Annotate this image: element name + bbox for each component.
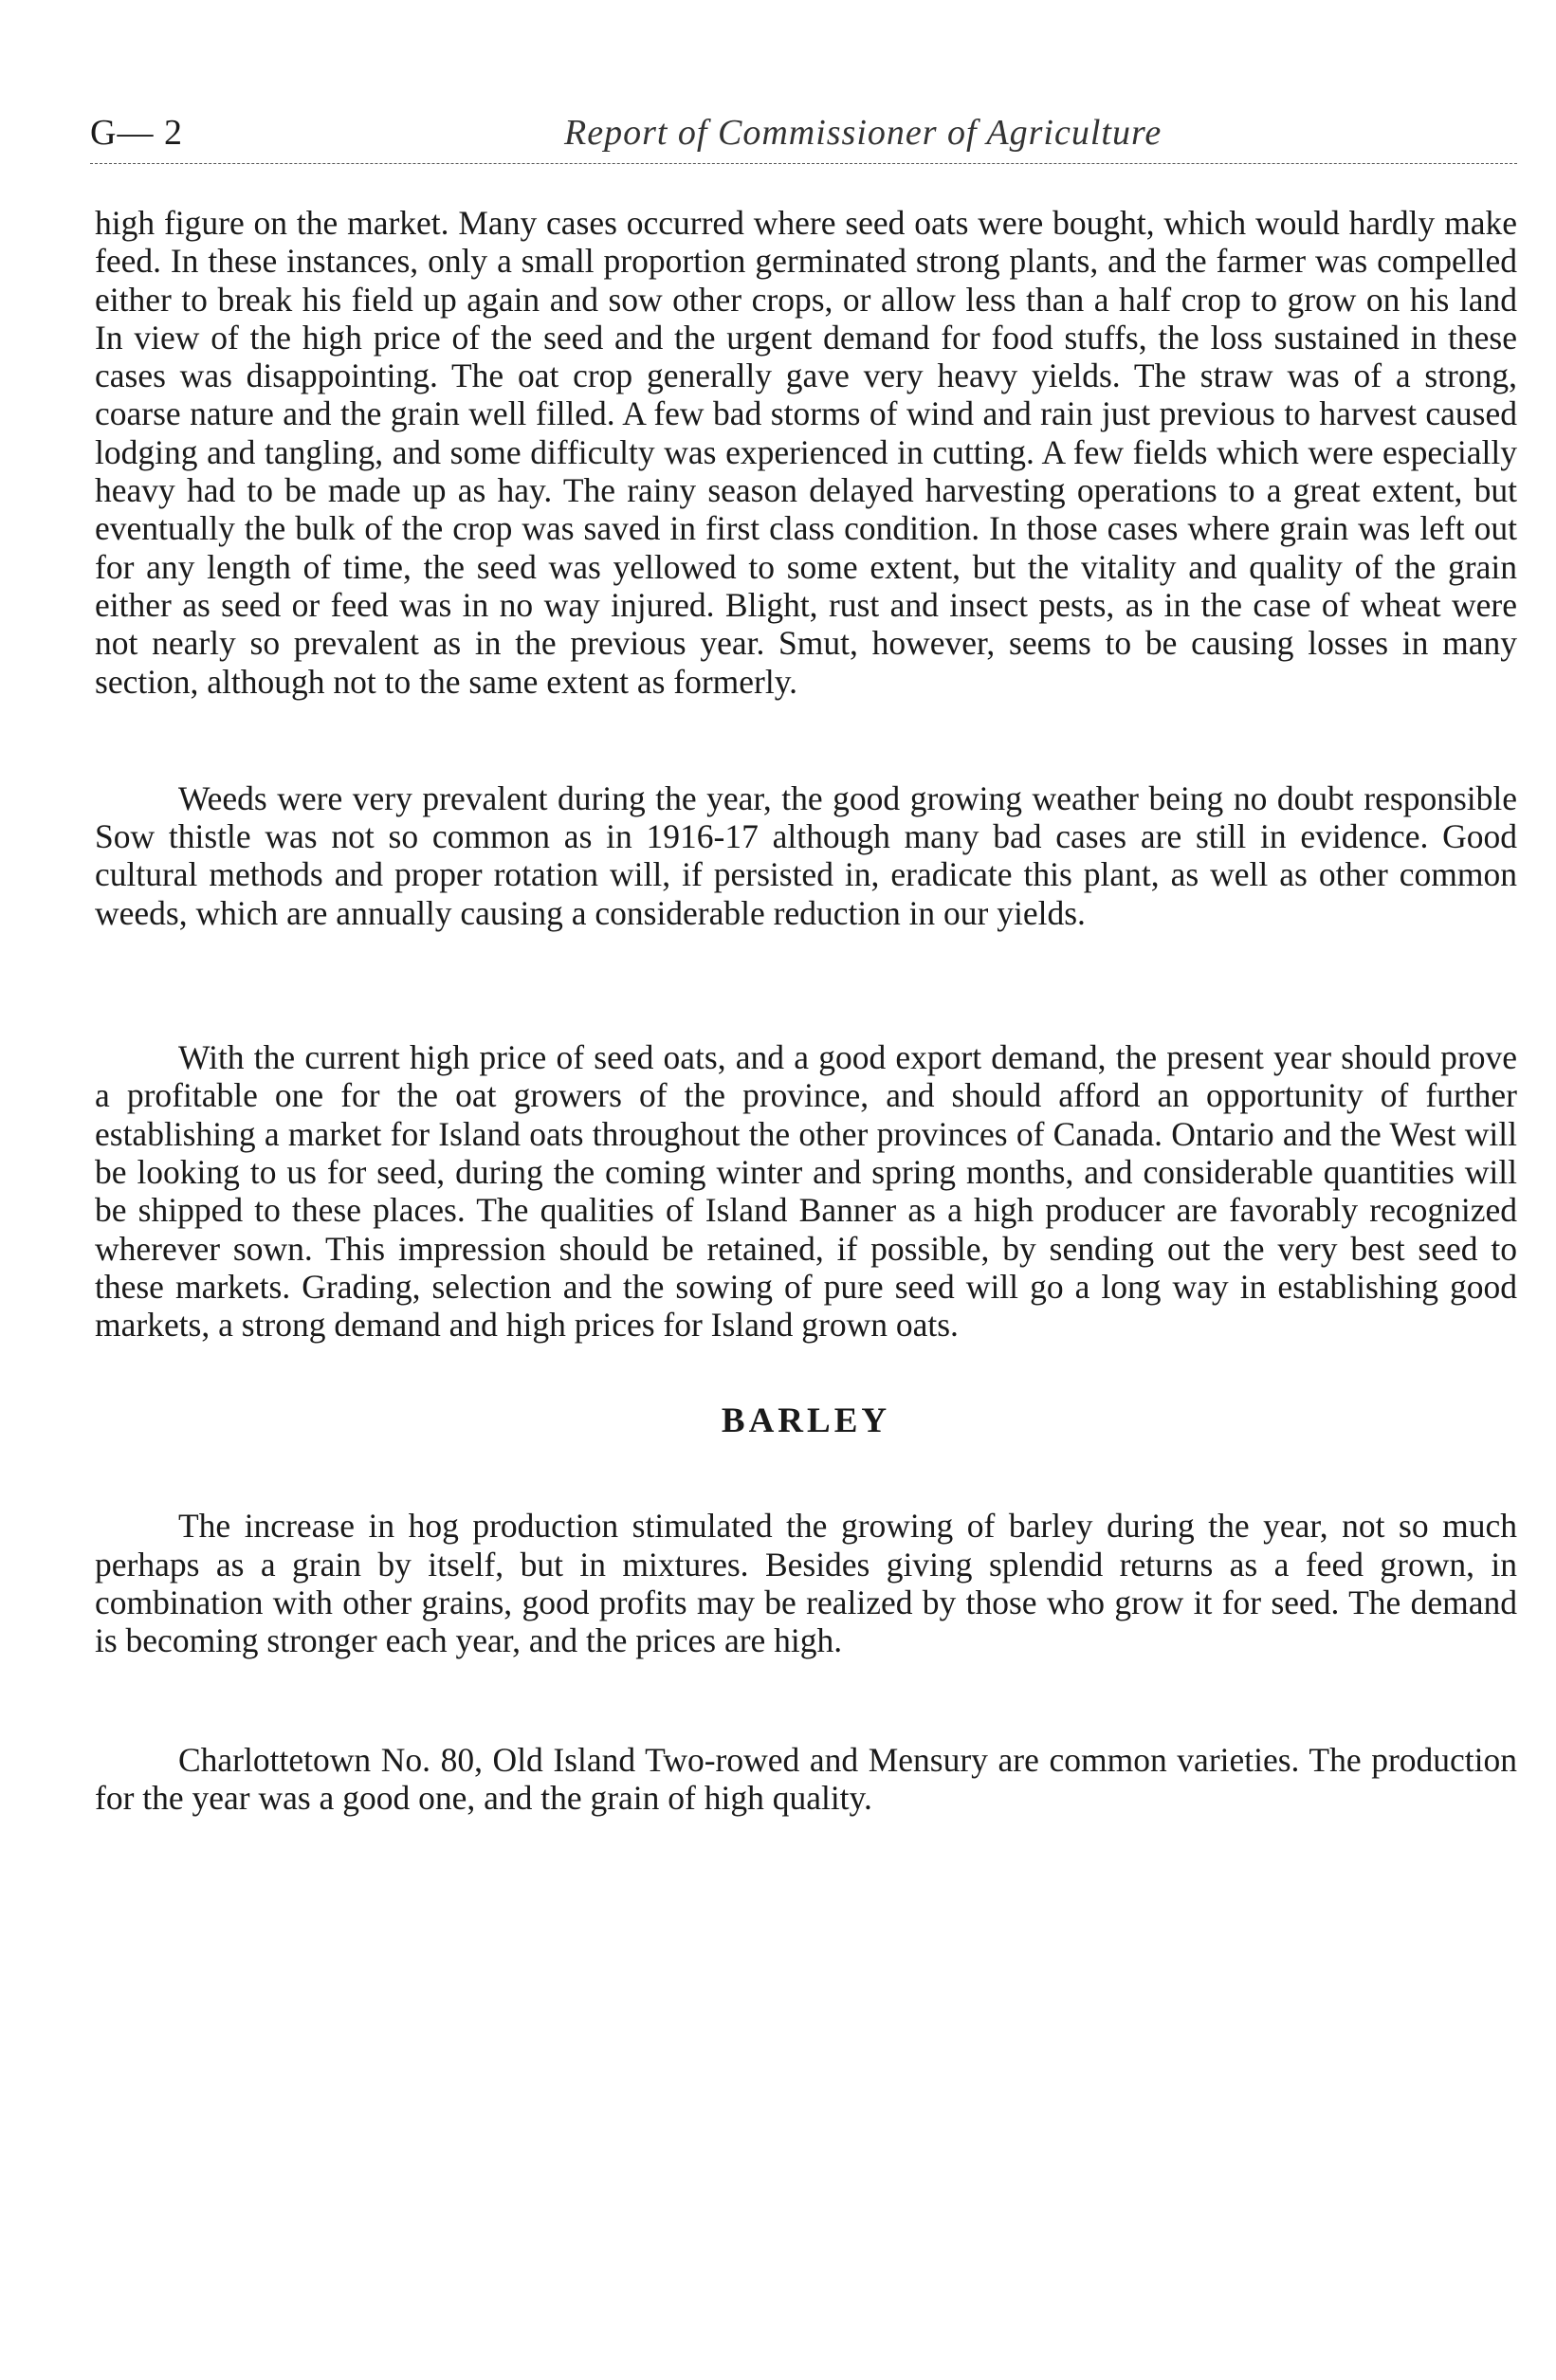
page-number: G— 2 — [90, 113, 183, 153]
paragraph-weeds: Weeds were very prevalent during the year, the good growing weather being no doubt responsible Sow thistle was not so common as in 1916-17 although many bad cases are still in evidence. Good cultural methods and proper rotation will, if persisted in, eradicate this plant, as well as other common weeds, which are annually causing a considerable reduction in our yields. — [95, 778, 1517, 932]
page-header — [90, 112, 1531, 169]
paragraph-seed-oats-market: With the current high price of seed oats, and a good export demand, the present year should prove a profitable one for the oat growers of the province, and should afford an opportunity of further establishing a market for Island oats throughout the other provinces of Canada. Ontario and the West will be looking to us for seed, during the coming winter and spring months, and considerable quantities will be shipped to these places. The qualities of Island Banner as a high producer are favorably recognized wherever sown. This impression should be retained, if possible, by sending out the very best seed to these markets. Grading, selection and the sowing of pure seed will go a long way in establishing good markets, a strong demand and high prices for Island grown oats. — [95, 1038, 1517, 1345]
document-body — [95, 204, 1517, 1817]
paragraph-barley-varieties: Charlottetown No. 80, Old Island Two-rowed and Mensury are common varieties. The production for the year was a good one, and the grain of high quality. — [95, 1740, 1517, 1817]
paragraph-barley-hog-production: The increase in hog production stimulated the growing of barley during the year, not so much perhaps as a grain by itself, but in mixtures. Besides giving splendid returns as a feed grown, in combination with other grains, good profits may be realized by those who grow it for seed. The demand is becoming stronger each year, and the prices are high. — [95, 1507, 1517, 1660]
section-heading-barley: BARLEY — [721, 1401, 891, 1441]
running-title: Report of Commissioner of Agriculture — [564, 113, 1162, 153]
header-rule — [90, 163, 1517, 164]
paragraph-oat-harvest: high figure on the market. Many cases occurred where seed oats were bought, which would hardly make feed. In these instances, only a small proportion germinated strong plants, and the farmer was compelled either to break his field up again and sow other crops, or allow less than a half crop to grow on his land In view of the high price of the seed and the urgent demand for food stuffs, the loss sustained in these cases was disappointing. The oat crop generally gave very heavy yields. The straw was of a strong, coarse nature and the grain well filled. A few bad storms of wind and rain just previous to harvest caused lodging and tangling, and some difficulty was experienced in cutting. A few fields which were especially heavy had to be made up as hay. The rainy season delayed harvesting operations to a great extent, but eventually the bulk of the crop was saved in first class condition. In those cases where grain was left out for any length of time, the seed was yellowed to some extent, but the vitality and quality of the grain either as seed or feed was in no way injured. Blight, rust and insect pests, as in the case of wheat were not nearly so prevalent as in the previous year. Smut, however, seems to be causing losses in many section, although not to the same extent as formerly. — [95, 204, 1517, 701]
